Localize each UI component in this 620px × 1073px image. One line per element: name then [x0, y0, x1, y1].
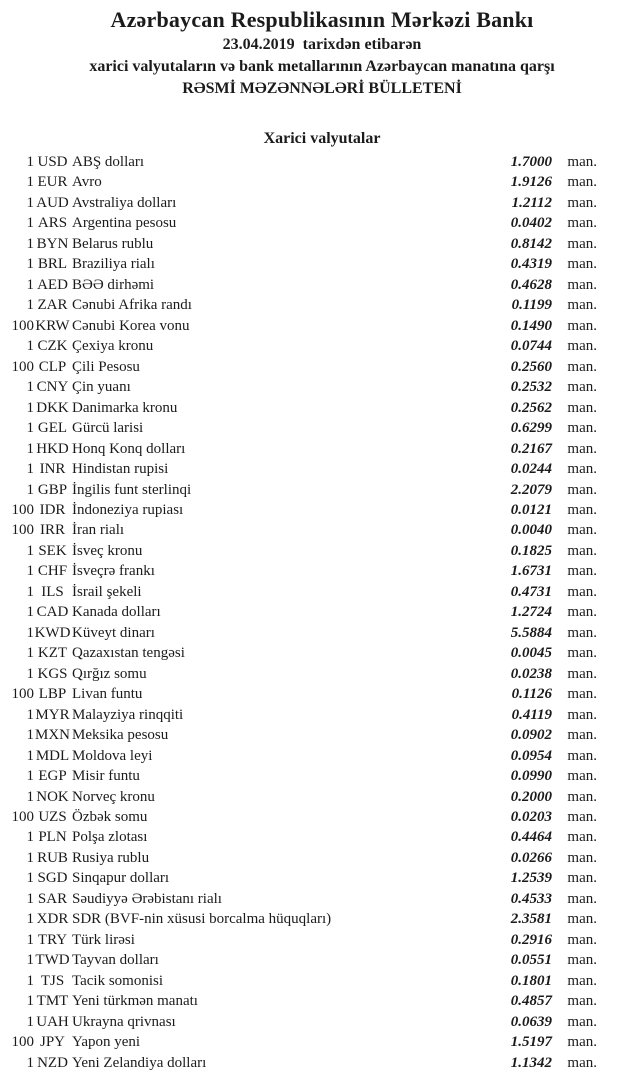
rate-unit-cell: man.	[567, 788, 597, 805]
rate-value-cell: 0.4731	[510, 583, 552, 600]
bulletin-header	[0, 0, 620, 100]
rate-unit-cell: man.	[567, 993, 597, 1010]
rate-value-cell: 0.0203	[510, 809, 552, 825]
currency-code-cell: ZAR	[37, 297, 68, 314]
currency-row	[0, 930, 597, 950]
quantity-cell: 1	[26, 583, 34, 600]
rate-value-cell: 1.2539	[510, 870, 552, 887]
currency-code-cell: UZS	[38, 809, 67, 825]
currency-code-cell: CHF	[37, 563, 68, 580]
rate-value-cell: 0.4628	[510, 276, 552, 293]
scope-line: xarici valyutaların və bank metallarının Azərbaycan manatına qarşı	[89, 58, 555, 75]
currency-name-cell: Braziliya rialı	[72, 256, 155, 273]
rate-value-cell: 0.0040	[510, 522, 552, 539]
rate-value-cell: 0.2167	[510, 440, 552, 457]
currency-name-cell: Avro	[72, 174, 102, 191]
rate-value-cell: 0.0744	[510, 338, 552, 355]
currency-code-cell: USD	[37, 154, 68, 170]
rate-value-cell: 0.0045	[510, 645, 552, 662]
currency-name-cell: Türk lirəsi	[72, 931, 135, 948]
currency-row	[0, 848, 597, 868]
rate-value-cell: 0.1490	[510, 317, 552, 334]
currency-name-cell: Çili Pesosu	[72, 358, 140, 375]
currency-row	[0, 234, 597, 254]
rate-unit-cell: man.	[567, 215, 597, 232]
rate-unit-cell: man.	[567, 1054, 597, 1071]
currency-code-cell: TWD	[35, 952, 70, 969]
currency-code-cell: CZK	[37, 338, 68, 355]
currency-name-cell: Çexiya kronu	[72, 338, 154, 355]
currency-row	[0, 889, 597, 909]
rate-value-cell: 2.3581	[510, 911, 552, 928]
bank-title: Azərbaycan Respublikasının Mərkəzi Bankı	[110, 7, 534, 32]
rate-unit-cell: man.	[567, 317, 597, 334]
currency-code-cell: CLP	[38, 358, 67, 375]
currency-code-cell: NZD	[37, 1054, 68, 1071]
currency-row	[0, 746, 597, 766]
rate-unit-cell: man.	[567, 686, 597, 703]
currency-name-cell: Yeni türkmən manatı	[72, 993, 198, 1010]
currency-name-cell: Özbək somu	[72, 809, 148, 825]
currency-code-cell: BYN	[36, 235, 69, 252]
currency-row	[0, 582, 597, 602]
currency-row	[0, 705, 597, 725]
rate-unit-cell: man.	[567, 399, 597, 416]
quantity-cell: 1	[26, 379, 34, 396]
quantity-cell: 1	[26, 563, 34, 580]
currency-row	[0, 377, 597, 397]
quantity-cell: 1	[26, 706, 34, 723]
rate-unit-cell: man.	[567, 645, 597, 662]
currency-row	[0, 664, 597, 684]
rate-unit-cell: man.	[567, 952, 597, 969]
quantity-cell: 1	[26, 890, 34, 907]
rate-value-cell: 5.5884	[510, 624, 552, 641]
rate-value-cell: 0.0244	[510, 461, 552, 478]
quantity-cell: 1	[26, 297, 34, 314]
currency-name-cell: Çin yuanı	[72, 379, 131, 396]
currency-code-cell: MYR	[35, 706, 70, 723]
rate-value-cell: 0.4533	[510, 890, 552, 907]
currency-row	[0, 398, 597, 418]
currency-code-cell: NOK	[36, 788, 69, 805]
rate-unit-cell: man.	[567, 194, 597, 211]
currency-row	[0, 991, 597, 1011]
rate-value-cell: 0.1801	[510, 972, 552, 989]
currency-code-cell: KWD	[34, 624, 71, 641]
rate-value-cell: 1.2112	[511, 194, 552, 211]
rate-unit-cell: man.	[567, 1034, 597, 1051]
quantity-cell: 1	[26, 768, 34, 785]
quantity-cell: 1	[26, 154, 34, 170]
rate-unit-cell: man.	[567, 154, 597, 170]
quantity-cell: 1	[26, 727, 34, 744]
rate-unit-cell: man.	[567, 829, 597, 846]
rate-unit-cell: man.	[567, 768, 597, 785]
quantity-cell: 1	[26, 276, 34, 293]
currency-name-cell: Hindistan rupisi	[72, 461, 169, 478]
rate-value-cell: 0.0990	[510, 768, 552, 785]
currency-code-cell: AUD	[36, 194, 69, 211]
currency-row	[0, 213, 597, 233]
currency-row	[0, 357, 597, 377]
quantity-cell: 1	[26, 911, 34, 928]
rate-unit-cell: man.	[567, 338, 597, 355]
currency-code-cell: EGP	[38, 768, 67, 785]
currency-name-cell: Meksika pesosu	[72, 727, 169, 744]
quantity-cell: 1	[26, 440, 34, 457]
rate-unit-cell: man.	[567, 849, 597, 866]
currency-row	[0, 336, 597, 356]
rate-value-cell: 1.1342	[510, 1054, 552, 1071]
currency-name-cell: Yeni Zelandiya dolları	[72, 1054, 207, 1071]
quantity-cell: 1	[26, 194, 34, 211]
rate-value-cell: 0.4119	[511, 706, 552, 723]
rate-value-cell: 0.0954	[510, 747, 552, 764]
quantity-cell: 1	[26, 645, 34, 662]
quantity-cell: 1	[26, 993, 34, 1010]
currency-row	[0, 500, 597, 520]
quantity-cell: 1	[26, 870, 34, 887]
rate-value-cell: 1.2724	[510, 604, 552, 621]
quantity-cell: 1	[26, 1013, 34, 1030]
rate-value-cell: 0.1825	[510, 542, 552, 559]
currency-code-cell: DKK	[36, 399, 69, 416]
currency-name-cell: Belarus rublu	[72, 235, 154, 252]
currency-code-cell: GEL	[37, 420, 68, 437]
currency-name-cell: İngilis funt sterlinqi	[72, 481, 192, 498]
quantity-cell: 100	[11, 317, 34, 334]
currency-name-cell: Ukrayna qrivnası	[72, 1013, 176, 1030]
currency-code-cell: TMT	[36, 993, 69, 1010]
quantity-cell: 100	[11, 1034, 34, 1051]
currency-row	[0, 787, 597, 807]
quantity-cell: 100	[11, 501, 34, 518]
rate-unit-cell: man.	[567, 890, 597, 907]
quantity-cell: 1	[26, 952, 34, 969]
currency-row	[0, 827, 597, 847]
currency-row	[0, 1012, 597, 1032]
currency-name-cell: Avstraliya dolları	[72, 194, 177, 211]
currency-code-cell: AED	[37, 276, 68, 293]
rate-unit-cell: man.	[567, 522, 597, 539]
rate-unit-cell: man.	[567, 604, 597, 621]
quantity-cell: 1	[26, 604, 34, 621]
currency-code-cell: SGD	[37, 870, 68, 887]
rate-unit-cell: man.	[567, 809, 597, 825]
currency-row	[0, 868, 597, 888]
quantity-cell: 1	[26, 1054, 34, 1071]
currency-row	[0, 541, 597, 561]
currency-row	[0, 807, 597, 827]
quantity-cell: 1	[26, 829, 34, 846]
currency-code-cell: IDR	[39, 501, 66, 518]
quantity-cell: 1	[26, 972, 34, 989]
quantity-cell: 1	[26, 665, 34, 682]
currency-code-cell: MXN	[34, 727, 70, 744]
currency-row	[0, 480, 597, 500]
rate-unit-cell: man.	[567, 706, 597, 723]
rate-value-cell: 0.4319	[510, 256, 552, 273]
rate-unit-cell: man.	[567, 542, 597, 559]
currency-code-cell: KGS	[37, 665, 68, 682]
rate-value-cell: 0.0121	[510, 501, 552, 518]
currency-row	[0, 602, 597, 622]
rate-unit-cell: man.	[567, 727, 597, 744]
rate-value-cell: 0.0902	[510, 727, 552, 744]
rate-unit-cell: man.	[567, 624, 597, 641]
quantity-cell: 1	[26, 174, 34, 191]
currency-code-cell: PLN	[38, 829, 67, 846]
rate-value-cell: 0.0266	[510, 849, 552, 866]
currency-name-cell: İsrail şekeli	[72, 583, 142, 600]
rate-value-cell: 0.1199	[511, 297, 552, 314]
currency-code-cell: MDL	[35, 747, 70, 764]
rate-value-cell: 0.2562	[510, 399, 552, 416]
quantity-cell: 1	[26, 788, 34, 805]
quantity-cell: 1	[26, 235, 34, 252]
currency-code-cell: BRL	[37, 256, 68, 273]
rate-value-cell: 0.0238	[510, 665, 552, 682]
currency-name-cell: Yapon yeni	[72, 1034, 141, 1051]
currency-name-cell: İsveç kronu	[72, 542, 143, 559]
currency-code-cell: SAR	[37, 890, 68, 907]
quantity-cell: 1	[26, 256, 34, 273]
quantity-cell: 1	[26, 399, 34, 416]
currency-row	[0, 275, 597, 295]
rate-unit-cell: man.	[567, 481, 597, 498]
quantity-cell: 1	[26, 461, 34, 478]
currency-code-cell: ARS	[37, 215, 68, 232]
currency-row	[0, 295, 597, 315]
currency-name-cell: Honq Konq dolları	[72, 440, 186, 457]
currency-row	[0, 439, 597, 459]
currency-name-cell: İndoneziya rupiası	[72, 501, 184, 518]
currency-name-cell: Cənubi Afrika randı	[72, 297, 192, 314]
rate-unit-cell: man.	[567, 911, 597, 928]
rate-unit-cell: man.	[567, 665, 597, 682]
currency-name-cell: İsveçrə frankı	[72, 563, 155, 580]
rate-unit-cell: man.	[567, 358, 597, 375]
quantity-cell: 1	[26, 931, 34, 948]
currency-name-cell: İran rialı	[72, 522, 125, 539]
currency-row	[0, 316, 597, 336]
currency-row	[0, 684, 597, 704]
currency-code-cell: TRY	[37, 931, 68, 948]
quantity-cell: 1	[26, 420, 34, 437]
currency-name-cell: Kanada dolları	[72, 604, 161, 621]
rate-value-cell: 0.0639	[510, 1013, 552, 1030]
currency-row	[0, 254, 597, 274]
section-title-foreign-currencies: Xarici valyutalar	[263, 130, 381, 147]
rate-value-cell: 0.8142	[510, 235, 552, 252]
currency-name-cell: Sinqapur dolları	[72, 870, 170, 887]
currency-code-cell: UAH	[36, 1013, 69, 1030]
currency-code-cell: IRR	[39, 522, 65, 539]
rate-value-cell: 1.7000	[510, 154, 552, 170]
currency-row	[0, 623, 597, 643]
rate-unit-cell: man.	[567, 420, 597, 437]
rate-value-cell: 0.6299	[510, 420, 552, 437]
rate-unit-cell: man.	[567, 256, 597, 273]
rate-value-cell: 0.2000	[510, 788, 552, 805]
currency-code-cell: RUB	[37, 849, 68, 866]
currency-name-cell: Qırğız somu	[72, 665, 147, 682]
currency-row	[0, 172, 597, 192]
currency-code-cell: XDR	[36, 911, 69, 928]
rate-value-cell: 0.2560	[510, 358, 552, 375]
currency-name-cell: Tacik somonisi	[72, 972, 164, 989]
rate-unit-cell: man.	[567, 235, 597, 252]
quantity-cell: 1	[26, 624, 34, 641]
quantity-cell: 1	[26, 481, 34, 498]
quantity-cell: 100	[11, 686, 34, 703]
rate-unit-cell: man.	[567, 501, 597, 518]
currency-row	[0, 418, 597, 438]
currency-row	[0, 643, 597, 663]
currency-name-cell: Cənubi Korea vonu	[72, 317, 190, 334]
currency-code-cell: EUR	[37, 174, 68, 191]
rate-unit-cell: man.	[567, 379, 597, 396]
currency-rates-table	[0, 152, 620, 1073]
rate-value-cell: 1.5197	[510, 1034, 552, 1051]
currency-row	[0, 909, 597, 929]
currency-name-cell: Misir funtu	[72, 768, 140, 785]
currency-code-cell: INR	[39, 461, 66, 478]
rate-value-cell: 0.1126	[511, 686, 552, 703]
rate-value-cell: 1.6731	[510, 563, 552, 580]
currency-row	[0, 1053, 597, 1073]
quantity-cell: 100	[11, 809, 34, 825]
currency-code-cell: CAD	[36, 604, 69, 621]
currency-code-cell: ILS	[41, 583, 64, 600]
currency-name-cell: Qazaxıstan tengəsi	[72, 645, 185, 662]
bulletin-title: RƏSMİ MƏZƏNNƏLƏRİ BÜLLETENİ	[182, 80, 462, 97]
currency-name-cell: Tayvan dolları	[72, 952, 159, 969]
currency-code-cell: KZT	[37, 645, 68, 662]
rate-value-cell: 2.2079	[510, 481, 552, 498]
quantity-cell: 1	[26, 849, 34, 866]
currency-code-cell: HKD	[36, 440, 69, 457]
rate-unit-cell: man.	[567, 583, 597, 600]
currency-name-cell: Moldova leyi	[72, 747, 153, 764]
rate-value-cell: 0.0551	[510, 952, 552, 969]
currency-name-cell: ABŞ dolları	[72, 154, 145, 170]
rate-unit-cell: man.	[567, 931, 597, 948]
currency-name-cell: SDR (BVF-nin xüsusi borcalma hüquqları)	[72, 911, 332, 928]
currency-code-cell: CNY	[36, 379, 69, 396]
quantity-cell: 1	[26, 215, 34, 232]
currency-name-cell: Norveç kronu	[72, 788, 155, 805]
currency-name-cell: Rusiya rublu	[72, 849, 150, 866]
currency-row	[0, 152, 597, 172]
effective-date-line: 23.04.2019 tarixdən etibarən	[222, 36, 422, 53]
rate-value-cell: 0.2532	[510, 379, 552, 396]
rate-value-cell: 1.9126	[510, 174, 552, 191]
currency-name-cell: Malayziya rinqqiti	[72, 706, 184, 723]
currency-name-cell: Polşa zlotası	[72, 829, 148, 846]
currency-row	[0, 950, 597, 970]
currency-name-cell: Gürcü larisi	[72, 420, 144, 437]
currency-name-cell: Səudiyyə Ərəbistanı rialı	[72, 890, 222, 907]
rate-unit-cell: man.	[567, 276, 597, 293]
currency-row	[0, 971, 597, 991]
quantity-cell: 1	[26, 542, 34, 559]
currency-code-cell: JPY	[39, 1034, 65, 1051]
quantity-cell: 100	[11, 522, 34, 539]
rate-unit-cell: man.	[567, 174, 597, 191]
currency-row	[0, 561, 597, 581]
quantity-cell: 100	[11, 358, 34, 375]
currency-code-cell: SEK	[38, 542, 67, 559]
currency-row	[0, 459, 597, 479]
currency-name-cell: Danimarka kronu	[72, 399, 178, 416]
currency-name-cell: Argentina pesosu	[72, 215, 177, 232]
currency-row	[0, 725, 597, 745]
quantity-cell: 1	[26, 747, 34, 764]
rate-unit-cell: man.	[567, 1013, 597, 1030]
currency-row	[0, 766, 597, 786]
rate-unit-cell: man.	[567, 461, 597, 478]
rate-value-cell: 0.2916	[510, 931, 552, 948]
currency-row	[0, 193, 597, 213]
currency-code-cell: GBP	[37, 481, 68, 498]
rate-unit-cell: man.	[567, 972, 597, 989]
currency-code-cell: KRW	[35, 317, 70, 334]
currency-code-cell: TJS	[40, 972, 65, 989]
rate-unit-cell: man.	[567, 870, 597, 887]
rate-unit-cell: man.	[567, 747, 597, 764]
rate-unit-cell: man.	[567, 440, 597, 457]
rate-value-cell: 0.4464	[510, 829, 552, 846]
currency-row	[0, 1032, 597, 1052]
rate-value-cell: 0.4857	[510, 993, 552, 1010]
rate-unit-cell: man.	[567, 563, 597, 580]
rate-value-cell: 0.0402	[510, 215, 552, 232]
currency-name-cell: BƏƏ dirhəmi	[72, 276, 155, 293]
quantity-cell: 1	[26, 338, 34, 355]
rate-unit-cell: man.	[567, 297, 597, 314]
currency-code-cell: LBP	[38, 686, 67, 703]
currency-name-cell: Küveyt dinarı	[72, 624, 155, 641]
currency-name-cell: Livan funtu	[72, 686, 143, 703]
currency-row	[0, 520, 597, 540]
